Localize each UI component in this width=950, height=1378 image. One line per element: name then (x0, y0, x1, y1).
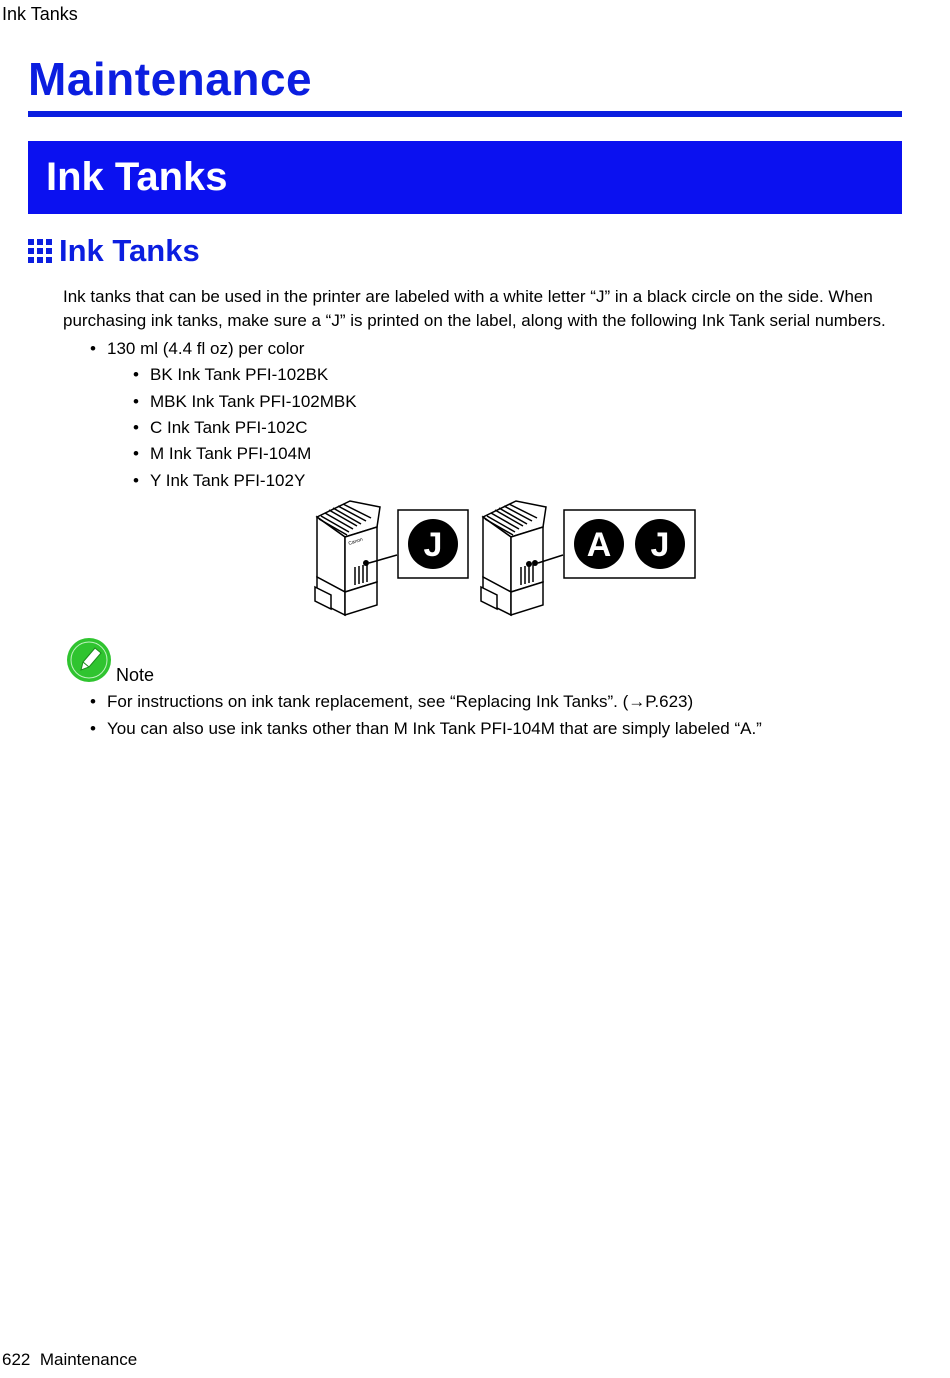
chapter-title: Maintenance (28, 53, 313, 105)
ink-tank-illustration (305, 497, 700, 627)
running-footer (2, 1350, 137, 1370)
list-item-text: M Ink Tank PFI-104M (150, 444, 312, 463)
section-banner (28, 141, 902, 214)
page-number: 622 (2, 1350, 31, 1369)
label-letter-j-right: J (650, 526, 670, 564)
bullet-dot: • (133, 444, 139, 463)
subsection-title: Ink Tanks (59, 233, 200, 268)
list-item (133, 443, 312, 465)
note-label: Note (116, 665, 155, 685)
list-item-text: MBK Ink Tank PFI-102MBK (150, 392, 357, 411)
bullet-dot: • (90, 719, 96, 738)
bullet-dot: • (133, 392, 139, 411)
list-item-capacity (90, 338, 305, 360)
note-item (90, 718, 762, 740)
list-item-text: BK Ink Tank PFI-102BK (150, 365, 329, 384)
list-item (133, 391, 357, 413)
tank-label-dot (363, 560, 369, 566)
bullet-dot: • (133, 471, 139, 490)
subsection-heading (28, 233, 200, 269)
section-banner-title: Ink Tanks (46, 155, 228, 199)
bullet-dot: • (133, 365, 139, 384)
intro-line-2: purchasing ink tanks, make sure a “J” is printed on the label, along with the following Ink Tank serial numbers. (63, 311, 886, 330)
list-item-text: 130 ml (4.4 fl oz) per color (107, 339, 305, 358)
chapter-rule (28, 111, 902, 117)
bullet-dot: • (90, 692, 96, 711)
bullet-dot: • (90, 339, 96, 358)
ink-tank-right (481, 501, 546, 615)
running-header: Ink Tanks (2, 4, 78, 24)
list-item (133, 470, 306, 492)
tank-label-dot (532, 560, 538, 566)
brand-mark: Canon (347, 536, 364, 547)
intro-line-1: Ink tanks that can be used in the printer are labeled with a white letter “J” in a black circle on the side. When (63, 287, 873, 306)
note-item (90, 691, 694, 713)
note-item-text: You can also use ink tanks other than M Ink Tank PFI-104M that are simply labeled “A.” (107, 719, 762, 738)
grid-icon (28, 239, 53, 264)
tank-label-dot (526, 561, 532, 567)
intro-paragraph (63, 285, 908, 333)
label-letter-j-left: J (423, 526, 443, 564)
label-letter-a: A (586, 526, 612, 564)
footer-section: Maintenance (39, 1350, 138, 1369)
note-item-text: For instructions on ink tank replacement, see “Replacing Ink Tanks”. (→P.623) (107, 692, 694, 711)
note-pencil-icon (66, 637, 112, 683)
bullet-dot: • (133, 418, 139, 437)
ink-tank-left (315, 501, 380, 615)
list-item-text: Y Ink Tank PFI-102Y (150, 471, 306, 490)
list-item (133, 417, 308, 439)
list-item (133, 364, 329, 386)
list-item-text: C Ink Tank PFI-102C (150, 418, 308, 437)
